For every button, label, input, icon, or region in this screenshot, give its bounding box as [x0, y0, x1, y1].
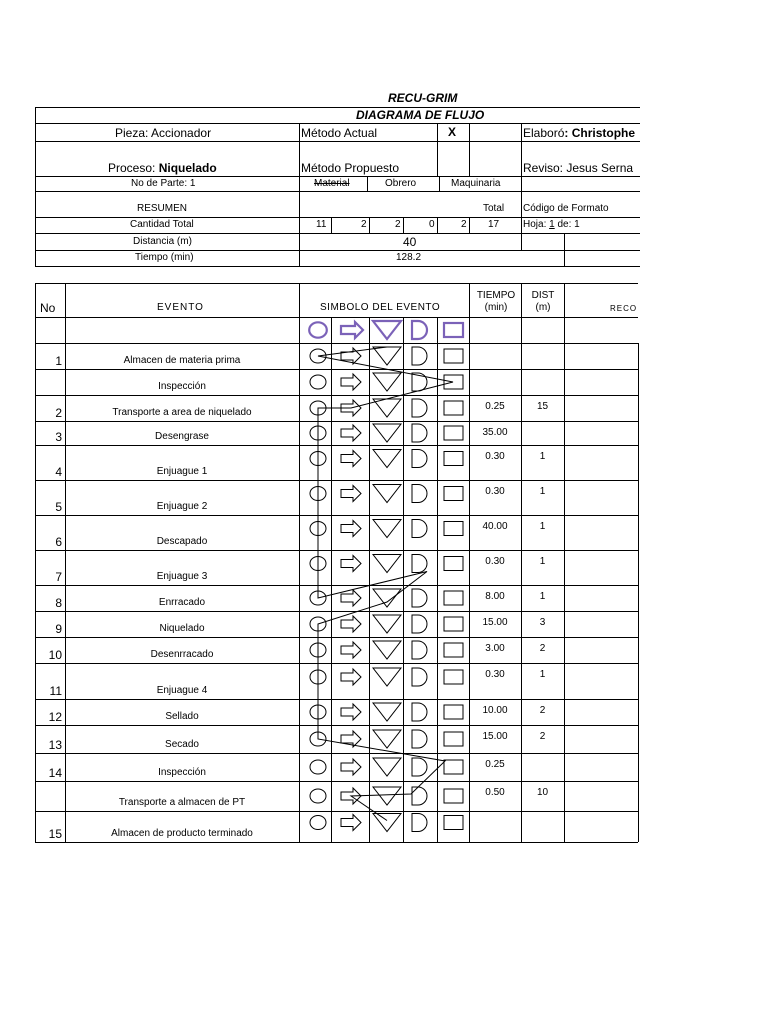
distancia-value: 40 [403, 235, 417, 249]
row-16-circle-operation-icon [310, 789, 326, 803]
row-tiempo: 15.00 [482, 617, 508, 628]
row-4-arrow-transport-icon [341, 425, 361, 441]
row-tiempo: 10.00 [482, 705, 508, 716]
row-1-triangle-storage-icon [373, 347, 401, 365]
row-11-arrow-transport-icon [341, 642, 361, 658]
col-header-tiempo-line2: (min) [484, 302, 508, 313]
row-tiempo: 0.30 [485, 451, 505, 462]
resumen-label: RESUMEN [137, 203, 188, 214]
company-name: RECU-GRIM [388, 91, 458, 105]
row-8-arrow-transport-icon [341, 556, 361, 572]
row-11-triangle-storage-icon [373, 641, 401, 659]
row-3-square-inspection-icon [444, 401, 463, 415]
tiempo-label: Tiempo (min) [135, 252, 194, 263]
obrero-label: Obrero [385, 178, 417, 189]
cantidad-material: 11 [316, 219, 327, 230]
row-9-arrow-transport-icon [341, 590, 361, 606]
flow-connector-line [318, 347, 453, 821]
row-15-triangle-storage-icon [373, 758, 401, 776]
row-dist: 1 [539, 669, 546, 680]
row-5-triangle-storage-icon [373, 450, 401, 468]
row-8-square-inspection-icon [444, 557, 463, 571]
cantidad-total: 17 [488, 219, 500, 230]
reviso-field: Reviso: Jesus Serna [523, 161, 634, 175]
row-dist: 1 [539, 451, 546, 462]
col-header-dist-line2: (m) [535, 302, 551, 313]
row-12-triangle-storage-icon [373, 668, 401, 686]
row-tiempo: 35.00 [482, 427, 508, 438]
row-number: 2 [55, 406, 62, 420]
row-4-delay-d-icon [412, 424, 427, 442]
distancia-label: Distancia (m) [133, 236, 192, 247]
row-tiempo: 0.30 [485, 556, 505, 567]
hoja-de: de: 1 [554, 219, 580, 230]
metodo-actual-mark: X [448, 125, 457, 139]
row-1-delay-d-icon [412, 347, 427, 365]
col-header-evento: EVENTO [157, 302, 204, 313]
col-header-reco: RECO [610, 304, 638, 313]
row-tiempo: 3.00 [485, 643, 505, 654]
row-tiempo: 0.50 [485, 787, 505, 798]
row-evento: Desenrracado [150, 649, 214, 660]
row-12-delay-d-icon [412, 668, 427, 686]
row-dist: 1 [539, 556, 546, 567]
row-13-delay-d-icon [412, 703, 427, 721]
row-7-triangle-storage-icon [373, 520, 401, 538]
row-14-delay-d-icon [412, 730, 427, 748]
row-17-arrow-transport-icon [341, 815, 361, 831]
row-evento: Transporte a almacen de PT [118, 797, 246, 808]
row-tiempo: 40.00 [482, 521, 508, 532]
row-8-delay-d-icon [412, 555, 427, 573]
row-16-square-inspection-icon [444, 789, 463, 803]
row-tiempo: 0.30 [485, 486, 505, 497]
cantidad-transporte: 2 [361, 219, 367, 230]
maquinaria-label: Maquinaria [451, 178, 501, 189]
legend-square-inspection-icon [444, 323, 463, 337]
row-14-square-inspection-icon [444, 732, 463, 746]
cantidad-inspeccion: 2 [461, 219, 467, 230]
row-1-square-inspection-icon [444, 349, 463, 363]
row-13-square-inspection-icon [444, 705, 463, 719]
legend-delay-d-icon [412, 321, 427, 339]
legend-circle-operation-icon [309, 322, 327, 337]
row-10-square-inspection-icon [444, 617, 463, 631]
col-header-dist-line1: DIST [531, 290, 555, 301]
row-7-arrow-transport-icon [341, 521, 361, 537]
row-evento: Inspección [158, 381, 206, 392]
row-number: 10 [48, 648, 62, 662]
row-evento: Desengrase [155, 431, 209, 442]
row-number: 12 [48, 710, 62, 724]
row-9-triangle-storage-icon [373, 589, 401, 607]
row-3-delay-d-icon [412, 399, 427, 417]
tiempo-value: 128.2 [396, 252, 422, 263]
row-tiempo: 0.25 [485, 401, 505, 412]
codigo-formato-label: Código de Formato [523, 203, 609, 214]
metodo-actual-label: Método Actual [301, 126, 378, 140]
row-10-delay-d-icon [412, 615, 427, 633]
legend-arrow-transport-icon [341, 322, 363, 338]
row-6-triangle-storage-icon [373, 485, 401, 503]
row-13-arrow-transport-icon [341, 704, 361, 720]
row-15-arrow-transport-icon [341, 759, 361, 775]
row-number: 11 [49, 684, 62, 698]
row-17-circle-operation-icon [310, 816, 326, 830]
legend-triangle-storage-icon [373, 321, 401, 339]
row-6-delay-d-icon [412, 485, 427, 503]
col-header-simbolo: SIMBOLO DEL EVENTO [320, 302, 441, 313]
row-evento: Sellado [165, 711, 199, 722]
row-dist: 2 [539, 643, 546, 654]
row-16-triangle-storage-icon [373, 787, 401, 805]
row-11-delay-d-icon [412, 641, 427, 659]
col-header-tiempo-line1: TIEMPO [476, 290, 516, 301]
row-dist: 1 [539, 521, 546, 532]
row-15-square-inspection-icon [444, 760, 463, 774]
row-4-triangle-storage-icon [373, 424, 401, 442]
row-evento: Niquelado [159, 623, 205, 634]
row-4-square-inspection-icon [444, 426, 463, 440]
row-7-delay-d-icon [412, 520, 427, 538]
row-5-square-inspection-icon [444, 452, 463, 466]
row-17-delay-d-icon [412, 814, 427, 832]
row-16-delay-d-icon [412, 787, 427, 805]
row-7-square-inspection-icon [444, 522, 463, 536]
row-tiempo: 0.25 [485, 759, 505, 770]
row-6-square-inspection-icon [444, 487, 463, 501]
row-number: 15 [48, 827, 62, 841]
row-6-arrow-transport-icon [341, 486, 361, 502]
cantidad-demora: 0 [429, 219, 435, 230]
row-10-triangle-storage-icon [373, 615, 401, 633]
row-dist: 10 [536, 787, 549, 798]
row-dist: 1 [539, 486, 546, 497]
row-2-triangle-storage-icon [373, 373, 401, 391]
cantidad-total-label: Cantidad Total [130, 219, 194, 230]
row-evento: Transporte a area de niquelado [112, 407, 252, 418]
row-15-delay-d-icon [412, 758, 427, 776]
row-evento: Descapado [156, 536, 208, 547]
row-number: 13 [48, 738, 62, 752]
metodo-propuesto-label: Método Propuesto [301, 161, 400, 175]
row-tiempo: 0.30 [485, 669, 505, 680]
row-5-arrow-transport-icon [341, 451, 361, 467]
row-dist: 2 [539, 705, 546, 716]
row-number: 9 [55, 622, 62, 636]
row-8-triangle-storage-icon [373, 555, 401, 573]
row-number: 8 [55, 596, 62, 610]
row-2-circle-operation-icon [310, 375, 326, 389]
no-parte-label: No de Parte: 1 [131, 178, 196, 189]
row-evento: Secado [165, 739, 199, 750]
row-evento: Enrracado [158, 597, 206, 608]
row-tiempo: 15.00 [482, 731, 508, 742]
row-9-delay-d-icon [412, 589, 427, 607]
proceso-value: Niquelado [158, 161, 217, 175]
row-10-arrow-transport-icon [341, 616, 361, 632]
col-header-no: No [40, 301, 56, 315]
row-dist: 2 [539, 731, 546, 742]
row-number: 7 [55, 570, 62, 584]
cantidad-almacen: 2 [395, 219, 401, 230]
elaboro-name: : Christophe [564, 126, 636, 140]
row-tiempo: 8.00 [485, 591, 505, 602]
row-17-triangle-storage-icon [373, 814, 401, 832]
row-evento: Inspección [158, 767, 206, 778]
row-11-square-inspection-icon [444, 643, 463, 657]
hoja-label: Hoja: [523, 219, 550, 230]
hoja-number: 1 [549, 219, 555, 230]
row-17-square-inspection-icon [444, 816, 463, 830]
row-number: 6 [55, 535, 62, 549]
row-2-square-inspection-icon [444, 375, 463, 389]
row-2-arrow-transport-icon [341, 374, 361, 390]
row-15-circle-operation-icon [310, 760, 326, 774]
row-dist: 15 [536, 401, 549, 412]
row-14-triangle-storage-icon [373, 730, 401, 748]
row-evento: Almacen de materia prima [123, 355, 241, 366]
row-evento: Enjuague 1 [156, 466, 208, 477]
total-label: Total [483, 203, 505, 214]
row-number: 1 [55, 354, 62, 368]
row-12-square-inspection-icon [444, 670, 463, 684]
row-dist: 1 [539, 591, 546, 602]
proceso-label: Proceso: [108, 161, 159, 175]
row-evento: Enjuague 4 [156, 685, 208, 696]
elaboro-label: Elaboró [523, 126, 565, 140]
row-13-triangle-storage-icon [373, 703, 401, 721]
row-number: 3 [55, 430, 62, 444]
row-evento: Enjuague 2 [156, 501, 208, 512]
document-title: DIAGRAMA DE FLUJO [356, 108, 485, 122]
pieza-label: Pieza: Accionador [115, 126, 212, 140]
row-number: 4 [55, 465, 62, 479]
row-12-arrow-transport-icon [341, 669, 361, 685]
row-9-square-inspection-icon [444, 591, 463, 605]
row-evento: Enjuague 3 [156, 571, 208, 582]
row-dist: 3 [539, 617, 546, 628]
material-label: Material [314, 178, 350, 189]
row-number: 14 [48, 766, 62, 780]
row-evento: Almacen de producto terminado [111, 828, 253, 839]
row-number: 5 [55, 500, 62, 514]
row-5-delay-d-icon [412, 450, 427, 468]
